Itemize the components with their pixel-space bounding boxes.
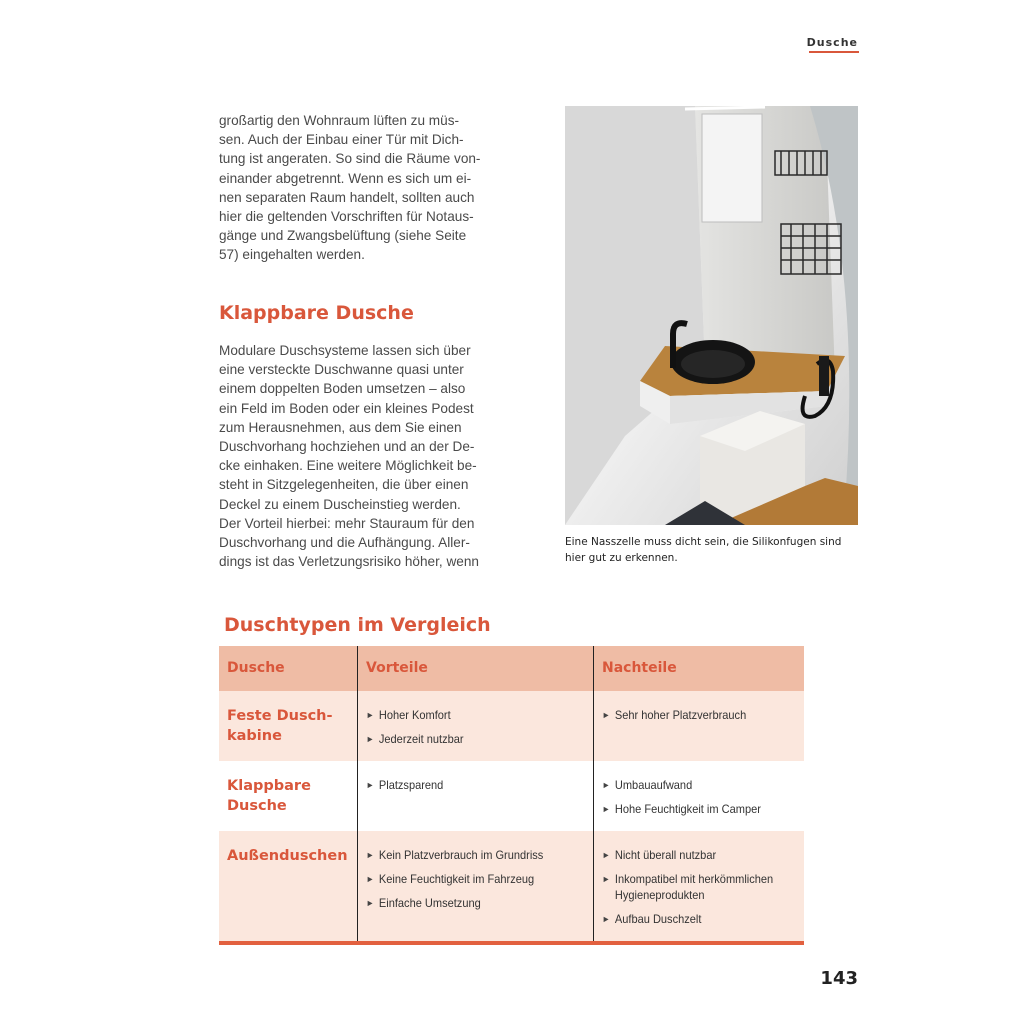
running-head: Dusche (806, 36, 858, 49)
con-item-line: ► Inkompatibel mit herkömmlichen (614, 872, 774, 886)
row-label (219, 691, 357, 761)
header-nachteile: Nachteile (593, 646, 804, 691)
row-label (219, 761, 357, 831)
text-line: dings ist das Verletzungsrisiko höher, wenn (219, 554, 479, 570)
text-line: großartig den Wohnraum lüften zu müs- (219, 113, 460, 128)
con-item: ► Aufbau Duschzelt (602, 911, 780, 927)
text-line: tung ist angeraten. So sind die Räume von- (219, 151, 481, 167)
con-item: ► Hohe Feuchtigkeit im Camper (602, 801, 780, 817)
caption-line: hier gut zu erkennen. (565, 551, 678, 564)
text-line: eine versteckte Duschwanne quasi unter (219, 362, 464, 378)
pro-item: ► Hoher Komfort (366, 707, 567, 723)
text-line: sen. Auch der Einbau einer Tür mit Dich- (219, 132, 464, 148)
row-label-line: Feste Dusch- (227, 708, 333, 724)
pros-cell (357, 831, 593, 941)
caption-line: Eine Nasszelle muss dicht sein, die Silikonfugen sind (565, 536, 842, 548)
con-item: ► Umbauaufwand (602, 777, 780, 793)
row-label-line: Klappbare (227, 778, 311, 794)
cons-cell (593, 691, 804, 761)
row-label (219, 831, 357, 941)
pro-item: ► Platzsparend (366, 777, 567, 793)
pro-item: ► Keine Feuchtigkeit im Fahrzeug (366, 871, 567, 887)
text-line: zum Herausnehmen, aus dem Sie einen (219, 419, 462, 435)
comparison-table (219, 646, 804, 945)
running-head-underline (809, 51, 859, 53)
cons-cell (593, 831, 804, 941)
text-line: gänge und Zwangsbelüftung (siehe Seite (219, 228, 467, 244)
text-line: einem doppelten Boden umsetzen – also (219, 381, 466, 397)
table-row (219, 761, 804, 831)
header-dusche: Dusche (227, 660, 285, 676)
wet-room-illustration (565, 106, 858, 525)
text-line: einander abgetrennt. Wenn es sich um ei- (219, 170, 472, 186)
text-line: hier die geltenden Vorschriften für Notaus- (219, 209, 474, 225)
photo-caption (565, 535, 860, 566)
row-label-line: Außenduschen (227, 848, 348, 864)
page-number: 143 (820, 968, 858, 989)
table-row (219, 691, 804, 761)
con-item (602, 871, 780, 903)
text-line: Duschvorhang und die Aufhängung. Aller- (219, 535, 470, 551)
section-heading: Klappbare Dusche (219, 302, 414, 324)
text-line: 57) eingehalten werden. (219, 247, 365, 263)
text-line: nen separaten Raum handelt, sollten auch (219, 189, 475, 205)
table-header-row (219, 646, 804, 691)
table-row (219, 831, 804, 941)
text-line: Deckel zu einem Duscheinstieg werden. (219, 496, 461, 512)
row-label-line: Dusche (227, 798, 287, 814)
pro-item: ► Kein Platzverbrauch im Grundriss (366, 847, 567, 863)
table-title: Duschtypen im Vergleich (224, 614, 491, 636)
pro-item: ► Jederzeit nutzbar (366, 731, 567, 747)
pro-item: ► Einfache Umsetzung (366, 895, 567, 911)
text-line: Modulare Duschsysteme lassen sich über (219, 343, 471, 358)
text-line: Duschvorhang hochziehen und an der De- (219, 439, 475, 455)
text-line: Der Vorteil hierbei: mehr Stauraum für den (219, 515, 475, 531)
wet-room-photo (565, 106, 858, 525)
con-item: ► Sehr hoher Platzverbrauch (602, 707, 780, 723)
header-vorteile: Vorteile (357, 646, 593, 691)
con-item-line: Hygieneprodukten (614, 888, 705, 902)
text-line: cke einhaken. Eine weitere Möglichkeit be- (219, 458, 477, 474)
con-item: ► Nicht überall nutzbar (602, 847, 780, 863)
body-text-top (219, 111, 505, 265)
text-line: steht in Sitzgelegenheiten, die über einen (219, 477, 469, 493)
row-label-line: kabine (227, 728, 282, 744)
pros-cell (357, 691, 593, 761)
text-line: ein Feld im Boden oder ein kleines Podest (219, 400, 474, 416)
pros-cell (357, 761, 593, 831)
cons-cell (593, 761, 804, 831)
body-text-section (219, 341, 505, 571)
